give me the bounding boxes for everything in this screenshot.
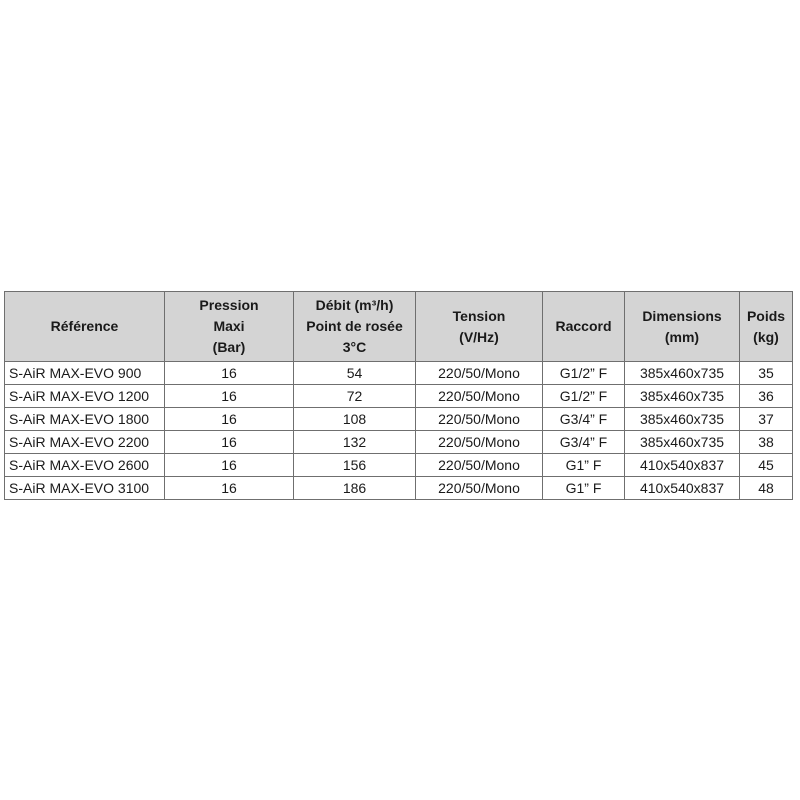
cell-reference: S-AiR MAX-EVO 2200 [5, 431, 165, 454]
cell-reference: S-AiR MAX-EVO 3100 [5, 477, 165, 500]
cell-debit: 72 [294, 385, 416, 408]
cell-reference: S-AiR MAX-EVO 1800 [5, 408, 165, 431]
cell-poids: 38 [740, 431, 793, 454]
column-header-raccord [543, 292, 625, 362]
cell-raccord: G3/4” F [543, 408, 625, 431]
table-body [5, 362, 793, 500]
column-header-line: Point de rosée [306, 318, 403, 334]
cell-raccord: G1/2” F [543, 385, 625, 408]
cell-dimensions: 385x460x735 [625, 362, 740, 385]
cell-debit: 54 [294, 362, 416, 385]
column-header-dimensions [625, 292, 740, 362]
cell-tension: 220/50/Mono [416, 431, 543, 454]
column-header-tension [416, 292, 543, 362]
cell-raccord: G1/2” F [543, 362, 625, 385]
cell-poids: 35 [740, 362, 793, 385]
cell-reference: S-AiR MAX-EVO 2600 [5, 454, 165, 477]
cell-tension: 220/50/Mono [416, 477, 543, 500]
column-header-line: 3°C [342, 339, 367, 355]
cell-debit: 156 [294, 454, 416, 477]
cell-dimensions: 410x540x837 [625, 454, 740, 477]
cell-pression: 16 [165, 431, 294, 454]
cell-dimensions: 410x540x837 [625, 477, 740, 500]
cell-poids: 36 [740, 385, 793, 408]
cell-reference: S-AiR MAX-EVO 900 [5, 362, 165, 385]
column-header-debit [294, 292, 416, 362]
table-row [5, 477, 793, 500]
column-header-pression [165, 292, 294, 362]
table-row [5, 385, 793, 408]
column-header-line: Dimensions [642, 307, 722, 324]
cell-reference: S-AiR MAX-EVO 1200 [5, 385, 165, 408]
spec-table [4, 291, 793, 500]
column-header-line: Maxi [213, 318, 245, 334]
cell-dimensions: 385x460x735 [625, 385, 740, 408]
header-row [5, 292, 793, 362]
cell-debit: 186 [294, 477, 416, 500]
column-header-line: (Bar) [212, 339, 246, 355]
cell-raccord: G1” F [543, 454, 625, 477]
table-row [5, 362, 793, 385]
cell-raccord: G1” F [543, 477, 625, 500]
cell-dimensions: 385x460x735 [625, 408, 740, 431]
column-header-line: Pression [199, 297, 259, 313]
cell-poids: 37 [740, 408, 793, 431]
column-header-line: (V/Hz) [459, 328, 499, 345]
cell-pression: 16 [165, 408, 294, 431]
table-header [5, 292, 793, 362]
column-header-line: Référence [50, 318, 119, 334]
cell-tension: 220/50/Mono [416, 385, 543, 408]
table-row [5, 454, 793, 477]
cell-pression: 16 [165, 454, 294, 477]
column-header-line: Poids [746, 307, 786, 324]
cell-debit: 108 [294, 408, 416, 431]
cell-tension: 220/50/Mono [416, 408, 543, 431]
column-header-line: Débit (m³/h) [315, 297, 394, 313]
column-header-line: Tension [452, 307, 506, 324]
cell-tension: 220/50/Mono [416, 454, 543, 477]
column-header-line: (kg) [753, 328, 779, 345]
cell-pression: 16 [165, 362, 294, 385]
column-header-reference [5, 292, 165, 362]
cell-pression: 16 [165, 385, 294, 408]
column-header-poids [740, 292, 793, 362]
cell-poids: 48 [740, 477, 793, 500]
cell-poids: 45 [740, 454, 793, 477]
table-row [5, 431, 793, 454]
column-header-line: (mm) [664, 328, 700, 345]
table-row [5, 408, 793, 431]
spec-table-container [4, 291, 792, 500]
cell-pression: 16 [165, 477, 294, 500]
cell-tension: 220/50/Mono [416, 362, 543, 385]
cell-debit: 132 [294, 431, 416, 454]
column-header-line: Raccord [555, 318, 612, 334]
cell-raccord: G3/4” F [543, 431, 625, 454]
cell-dimensions: 385x460x735 [625, 431, 740, 454]
